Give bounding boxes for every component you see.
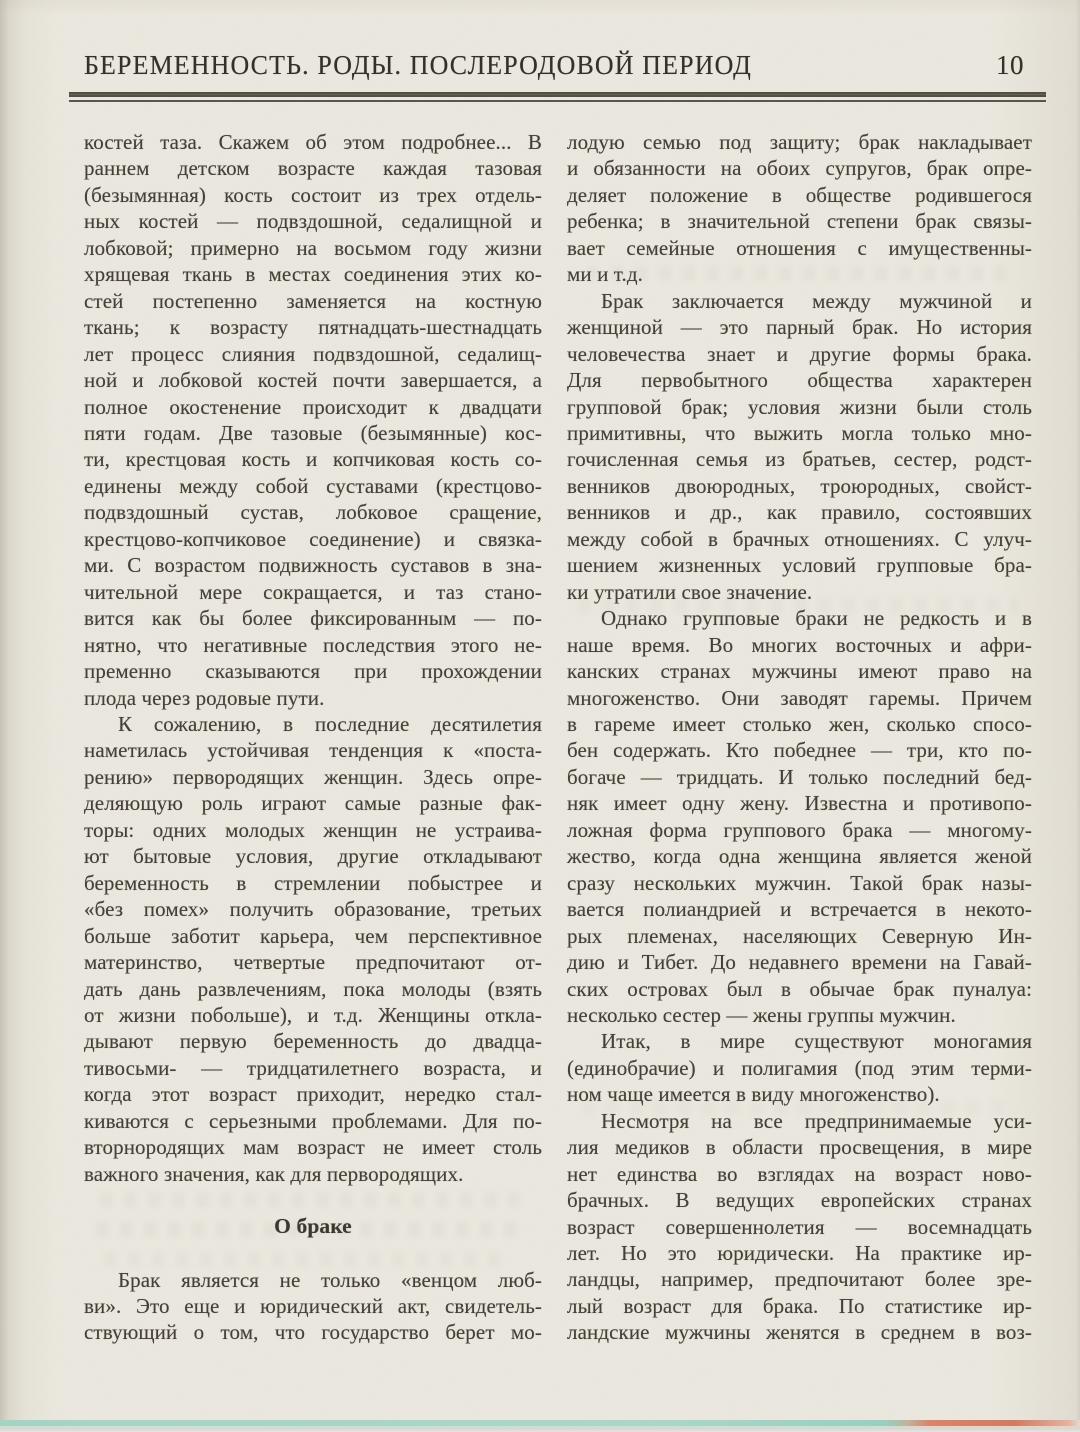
text-line: ложная форма группового брака — многому- — [567, 817, 1032, 842]
text-line: возраст совершеннолетия — восемнадцать — [567, 1214, 1032, 1239]
text-line: лет процесс слияния подвздошной, седалищ- — [84, 341, 542, 366]
text-line: подвздошный сустав, лобковое сращение, — [84, 500, 542, 525]
text-line: плода через родовые пути. — [84, 685, 325, 710]
text-line: примитивны, что выжить могла только мно- — [567, 420, 1032, 445]
text-line: нятно, что негативные последствия этого не- — [84, 632, 542, 657]
text-line: няк имеет одну жену. Известна и противопо- — [567, 791, 1032, 816]
text-line: Однако групповые браки не редкость и в — [601, 606, 1032, 631]
text-line: крестцово-копчиковое соединение) и связка- — [84, 526, 542, 551]
text-line: сразу нескольких мужчин. Такой брак назы- — [567, 870, 1032, 895]
text-line: ских островах был в обычае брак пуналуа: — [567, 976, 1032, 1001]
paragraph — [567, 1028, 1032, 1107]
paragraph — [567, 1108, 1032, 1346]
header-double-rule — [69, 92, 1046, 106]
text-line: Брак заключается между мужчиной и — [601, 288, 1032, 313]
paragraph — [84, 129, 542, 711]
text-line: ном чаще имеется в виду многоженство). — [567, 1082, 940, 1107]
text-line: наметилась устойчивая тенденция к «поста- — [84, 738, 542, 763]
text-line: хрящевая ткань в местах соединения этих ко- — [84, 262, 542, 287]
text-line: ви». Это еще и юридический акт, свидетель- — [84, 1294, 542, 1319]
text-line: лобковой; примерно на восьмом году жизни — [84, 235, 542, 260]
paragraph — [567, 605, 1032, 1028]
text-line: беременность в стремлении побыстрее и — [84, 870, 542, 895]
text-column-right — [567, 129, 1032, 1346]
text-line: многоженство. Они заводят гаремы. Причем — [567, 685, 1032, 710]
text-line: венников двоюродных, троюродных, свойст- — [567, 473, 1032, 498]
text-line: человечества знает и другие формы брака. — [567, 341, 1032, 366]
text-line: костей таза. Скажем об этом подробнее... В — [84, 130, 542, 154]
text-line: наше время. Во многих восточных и афри- — [567, 632, 1032, 657]
text-line: рению» первородящих женщин. Здесь опре- — [84, 764, 542, 789]
text-line: (единобрачие) и полигамия (под этим терми- — [567, 1055, 1032, 1080]
text-line: торы: одних молодых женщин не устраива- — [84, 817, 542, 842]
text-line: вторнородящих мам возраст не имеет столь — [84, 1135, 542, 1160]
text-line: Итак, в мире существуют моногамия — [601, 1029, 1032, 1054]
text-line: жество, когда одна женщина является женой — [567, 844, 1032, 869]
text-line: важного значения, как для первородящих. — [84, 1161, 464, 1186]
text-line: больше заботит карьера, чем перспективное — [84, 923, 542, 948]
text-line: дывают первую беременность до двадца- — [84, 1029, 542, 1054]
running-header-title: БЕРЕМЕННОСТЬ. РОДЫ. ПОСЛЕРОДОВОЙ ПЕРИОД — [84, 50, 752, 80]
text-line: деляет положение в обществе родившегося — [567, 182, 1032, 207]
text-line: в гареме имеет столько жен, сколько спосо- — [567, 711, 1032, 736]
text-line: «без помех» получить образование, третьих — [84, 897, 542, 922]
text-column-left — [84, 129, 542, 1346]
text-line: ных костей — подвздошной, седалищной и — [84, 209, 542, 234]
text-line: стей постепенно заменяется на костную — [84, 288, 542, 313]
scan-page-edge-shadow — [0, 1426, 1080, 1432]
text-line: К сожалению, в последние десятилетия — [118, 711, 542, 736]
text-line: киваются с серьезными проблемами. Для по- — [84, 1108, 542, 1133]
text-line: чительной мере сокращается, и таз стано- — [84, 579, 542, 604]
text-line: дию и Тибет. До недавнего времени на Гавай- — [567, 950, 1032, 975]
text-line: ребенка; в значительной степени брак связы- — [567, 209, 1032, 234]
text-line: ют бытовые условия, другие откладывают — [84, 844, 542, 869]
text-line: лия медиков в области просвещения, в мире — [567, 1135, 1032, 1160]
running-header — [84, 50, 1024, 81]
text-line: ландцы, например, предпочитают более зре- — [567, 1267, 1032, 1292]
text-line: вится как бы более фиксированным — по- — [84, 606, 542, 631]
text-line: материнство, четвертые предпочитают от- — [84, 950, 542, 975]
text-line: лет. Но это юридически. На практике ир- — [567, 1241, 1032, 1266]
text-line: брачных. В ведущих европейских странах — [567, 1188, 1032, 1213]
text-line: лодую семью под защиту; брак накладывает — [567, 130, 1032, 154]
text-line: ной и лобковой костей почти завершается, а — [84, 368, 542, 393]
text-line: пяти годам. Две тазовые (безымянные) кос- — [84, 420, 542, 445]
text-line: от жизни побольше), и т.д. Женщины откла- — [84, 1002, 542, 1027]
page-number: 10 — [996, 50, 1024, 80]
text-line: лый возраст для брака. По статистике ир- — [567, 1293, 1032, 1318]
text-line: между собой в брачных отношениях. С улуч- — [567, 526, 1032, 551]
text-line: рых племенах, населяющих Северную Ин- — [567, 923, 1032, 948]
text-line: нет единства во взглядах на возраст ново- — [567, 1161, 1032, 1186]
text-line: ми и т.д. — [567, 262, 643, 287]
text-line: пременно сказываются при прохождении — [84, 659, 542, 684]
text-line: ти, крестцовая кость и копчиковая кость со- — [84, 447, 542, 472]
text-line: и обязанности на обоих супругов, брак опре- — [567, 156, 1032, 181]
text-line: раннем детском возрасте каждая тазовая — [84, 156, 542, 181]
text-line: единены между собой суставами (крестцово- — [84, 473, 542, 498]
text-line: канских странах мужчины имеют право на — [567, 659, 1032, 684]
text-line: ландские мужчины женятся в среднем в воз- — [567, 1320, 1032, 1345]
text-line: бен содержать. Кто победнее — три, кто по- — [567, 738, 1032, 763]
section-heading: О браке — [274, 1214, 352, 1239]
text-line: Несмотря на все предпринимаемые уси- — [601, 1108, 1032, 1133]
text-line: венников и др., как правило, состоявших — [567, 500, 1032, 525]
text-line: групповой брак; условия жизни были столь — [567, 394, 1032, 419]
text-line: вается полиандрией и встречается в некото- — [567, 897, 1032, 922]
text-line: когда этот возраст приходит, нередко стал- — [84, 1082, 542, 1107]
text-line: деляющую роль играют самые разные фак- — [84, 791, 542, 816]
text-line: ки утратили свое значение. — [567, 579, 813, 604]
text-line: шением жизненных условий групповые бра- — [567, 553, 1032, 578]
text-line: гочисленная семья из братьев, сестер, родст- — [567, 447, 1032, 472]
text-line: дать дань развлечениям, пока молоды (взять — [84, 976, 542, 1001]
text-line: ткань; к возрасту пятнадцать-шестнадцать — [84, 315, 542, 340]
text-line: ствующий о том, что государство берет мо- — [84, 1320, 542, 1345]
text-line: женщиной — это парный брак. Но история — [567, 315, 1032, 340]
text-line: вает семейные отношения с имущественны- — [567, 235, 1032, 260]
text-line: ми. С возрастом подвижность суставов в зна- — [84, 553, 542, 578]
text-line: Для первобытного общества характерен — [567, 368, 1032, 393]
text-line: полное окостенение происходит к двадцати — [84, 394, 542, 419]
text-line: тивосьми- — тридцатилетнего возраста, и — [84, 1055, 542, 1080]
text-line: (безымянная) кость состоит из трех отдель- — [84, 182, 542, 207]
paragraph — [84, 1267, 542, 1346]
paragraph — [84, 711, 542, 1187]
paragraph — [567, 288, 1032, 605]
text-line: богаче — тридцать. И только последний бед- — [567, 764, 1032, 789]
text-line: Брак является не только «венцом люб- — [118, 1267, 542, 1292]
paragraph — [567, 129, 1032, 288]
text-line: несколько сестер — жены группы мужчин. — [567, 1002, 956, 1027]
